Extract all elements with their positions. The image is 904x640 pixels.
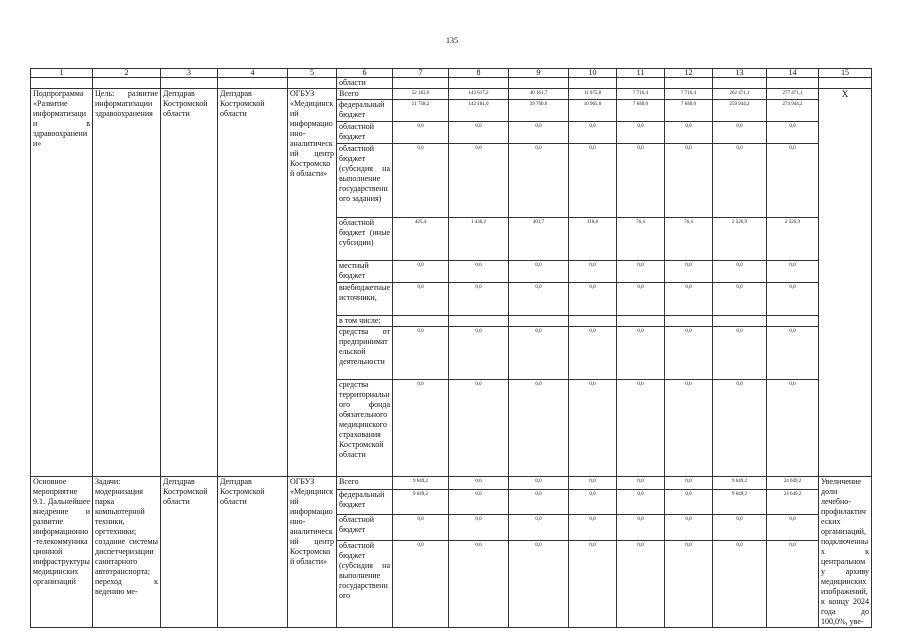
value-cell: 0,0 [617,477,665,490]
value-cell: 0,0 [569,477,617,490]
value-cell: 0,0 [713,122,767,144]
value-cell: 0,0 [665,261,713,283]
column-header: 9 [509,69,569,78]
value-cell: 0,0 [665,283,713,316]
header-row [31,69,872,78]
value-cell: 0,0 [449,261,509,283]
value-cell: 0,0 [393,261,449,283]
column-header: 11 [617,69,665,78]
value-cell: 0,0 [713,144,767,218]
value-cell: 0,0 [509,540,569,627]
value-cell: 24 649,2 [767,477,819,490]
value-cell: 0,0 [449,380,509,477]
value-cell [569,316,617,327]
value-cell: 0,0 [569,122,617,144]
value-cell: 0,0 [713,515,767,541]
funding-source: в том числе: [337,316,393,327]
table-cell [218,78,288,89]
value-cell: 7 716,4 [665,89,713,100]
value-cell: 0,0 [393,327,449,380]
funding-source: федеральный бюджет [337,489,393,515]
value-cell: 0,0 [449,144,509,218]
value-cell: 0,0 [617,283,665,316]
value-cell: 142 181,0 [449,100,509,122]
value-cell: 9 649,2 [393,477,449,490]
table-row [31,78,872,89]
table-cell [819,78,872,89]
value-cell: 0,0 [449,327,509,380]
table-row [31,89,872,100]
table-cell [509,78,569,89]
value-cell: 0,0 [449,477,509,490]
value-cell: 0,0 [617,540,665,627]
column-header: 13 [713,69,767,78]
column-header: 2 [93,69,161,78]
value-cell: 0,0 [449,283,509,316]
value-cell: 2 526,9 [767,218,819,261]
table-cell [665,78,713,89]
value-cell: 0,0 [713,540,767,627]
value-cell: 9 649,2 [713,489,767,515]
table-cell [713,78,767,89]
value-cell: 76,4 [665,218,713,261]
value-cell: 0,0 [569,327,617,380]
table-cell [449,78,509,89]
funding-source: средства территориального фонда обязательного медицинского страхования Костромской области [337,380,393,477]
table-cell [393,78,449,89]
value-cell: 425,4 [393,218,449,261]
funding-source: средства от предпринимательской деятельности [337,327,393,380]
funding-source: областной бюджет (субсидия на выполнение государственного [337,540,393,627]
column-header: 6 [337,69,393,78]
value-cell: 0,0 [713,327,767,380]
cell-col3: Депздрав Костромской области [161,89,218,477]
value-cell: 259 944,2 [713,100,767,122]
table-cell: области [337,78,393,89]
page-number: 135 [446,36,458,45]
value-cell: 0,0 [509,515,569,541]
table-cell [288,78,337,89]
value-cell: 0,0 [509,327,569,380]
cell-col2: Цель: развитие информатизации здравоохранения [93,89,161,477]
value-cell: 7 640,0 [665,100,713,122]
column-header: 1 [31,69,93,78]
value-cell: 39 760,0 [509,100,569,122]
value-cell [713,316,767,327]
value-cell: 0,0 [569,515,617,541]
value-cell: 10 965,0 [569,100,617,122]
cell-col5: ОГБУЗ «Медицинский информационно-аналитический центр Костромской области» [288,477,337,628]
value-cell: 0,0 [569,489,617,515]
value-cell: 0,0 [449,122,509,144]
value-cell: 143 617,2 [449,89,509,100]
column-header: 5 [288,69,337,78]
table-cell [31,78,93,89]
value-cell: 9 649,2 [713,477,767,490]
table-body [31,69,872,628]
funding-source: областной бюджет [337,122,393,144]
table-cell [767,78,819,89]
table-cell [569,78,617,89]
value-cell: 0,0 [393,283,449,316]
value-cell [767,316,819,327]
value-cell: 0,0 [767,261,819,283]
column-header: 10 [569,69,617,78]
table-cell [161,78,218,89]
value-cell [665,316,713,327]
column-header: 4 [218,69,288,78]
value-cell: 0,0 [393,380,449,477]
budget-table [30,68,872,628]
value-cell: 0,0 [449,515,509,541]
value-cell: 51 758,2 [393,100,449,122]
value-cell [509,316,569,327]
value-cell: 0,0 [665,122,713,144]
value-cell: 0,0 [509,283,569,316]
value-cell: 0,0 [617,327,665,380]
value-cell: 0,0 [393,540,449,627]
column-header: 7 [393,69,449,78]
value-cell: 0,0 [569,144,617,218]
value-cell [393,316,449,327]
cell-col3: Депздрав Костромской области [161,477,218,628]
value-cell: 262 471,1 [713,89,767,100]
value-cell: 0,0 [617,144,665,218]
funding-source: областной бюджет (субсидия на выполнение государственного задания) [337,144,393,218]
column-header: 14 [767,69,819,78]
value-cell: 9 649,2 [393,489,449,515]
value-cell: 0,0 [665,540,713,627]
value-cell [449,316,509,327]
value-cell: 0,0 [617,380,665,477]
value-cell: 0,0 [713,283,767,316]
funding-source: Всего [337,89,393,100]
column-header: 12 [665,69,713,78]
value-cell: 0,0 [665,327,713,380]
value-cell: 0,0 [767,327,819,380]
cell-col4: Депздрав Костромской области [218,477,288,628]
result-text: X [841,89,849,99]
value-cell: 0,0 [713,261,767,283]
result-text: Увеличение доли лечебно-профилактических организаций, подключенных к центральному архиву медицинских изображений, к концу 2024 года до 100,0%, уве- [821,477,869,626]
value-cell: 0,0 [767,540,819,627]
funding-source: внебюджетные источники, [337,283,393,316]
value-cell: 401,7 [509,218,569,261]
value-cell: 0,0 [617,489,665,515]
value-cell: 0,0 [449,540,509,627]
table-cell [617,78,665,89]
value-cell: 0,0 [767,122,819,144]
value-cell: 0,0 [393,515,449,541]
value-cell: 0,0 [767,380,819,477]
column-header: 3 [161,69,218,78]
value-cell: 277 471,1 [767,89,819,100]
value-cell: 0,0 [569,380,617,477]
cell-col1: Подпрограмма «Развитие информатизации в здравоохранении» [31,89,93,477]
value-cell: 0,0 [767,144,819,218]
value-cell: 0,0 [665,477,713,490]
value-cell: 0,0 [509,122,569,144]
cell-col15 [819,89,872,477]
value-cell: 0,0 [509,477,569,490]
value-cell: 0,0 [509,489,569,515]
value-cell: 0,0 [665,489,713,515]
value-cell: 0,0 [393,122,449,144]
value-cell [617,316,665,327]
value-cell: 0,0 [569,540,617,627]
cell-col4: Депздрав Костромской области [218,89,288,477]
column-header: 8 [449,69,509,78]
value-cell: 0,0 [665,380,713,477]
cell-col1: Основное мероприятие 9.1. Дальнейшее внедрение и развитие информационно-телекоммуникационной инфраструктуры медицинских организаций [31,477,93,628]
value-cell: 110,8 [569,218,617,261]
funding-source: областной бюджет [337,515,393,541]
value-cell: 0,0 [617,122,665,144]
value-cell: 7 640,0 [617,100,665,122]
cell-col2: Задачи: модернизация парка компьютерной техники, оргтехники; создание системы диспетчеризации санитарного автотранспорта; переход к ведению ме- [93,477,161,628]
value-cell: 0,0 [767,515,819,541]
table-cell [93,78,161,89]
funding-source: федеральный бюджет [337,100,393,122]
value-cell: 2 526,9 [713,218,767,261]
value-cell: 40 161,7 [509,89,569,100]
funding-source: областной бюджет (иные субсидии) [337,218,393,261]
funding-source: Всего [337,477,393,490]
value-cell: 24 649,2 [767,489,819,515]
value-cell: 52 183,6 [393,89,449,100]
value-cell: 0,0 [665,144,713,218]
value-cell: 0,0 [767,283,819,316]
value-cell: 0,0 [665,515,713,541]
table-row [31,477,872,490]
cell-col5: ОГБУЗ «Медицинский информационно-аналитический центр Костромской области» [288,89,337,477]
value-cell: 7 716,4 [617,89,665,100]
funding-source: местный бюджет [337,261,393,283]
value-cell: 11 075,8 [569,89,617,100]
value-cell: 76,4 [617,218,665,261]
cell-col15 [819,477,872,628]
value-cell: 0,0 [617,515,665,541]
value-cell: 0,0 [509,144,569,218]
value-cell: 0,0 [617,261,665,283]
value-cell: 0,0 [569,261,617,283]
value-cell: 0,0 [449,489,509,515]
value-cell: 0,0 [393,144,449,218]
value-cell: 0,0 [509,380,569,477]
value-cell: 0,0 [509,261,569,283]
value-cell: 0,0 [713,380,767,477]
value-cell: 0,0 [569,283,617,316]
value-cell: 274 944,2 [767,100,819,122]
column-header: 15 [819,69,872,78]
value-cell: 1 436,2 [449,218,509,261]
